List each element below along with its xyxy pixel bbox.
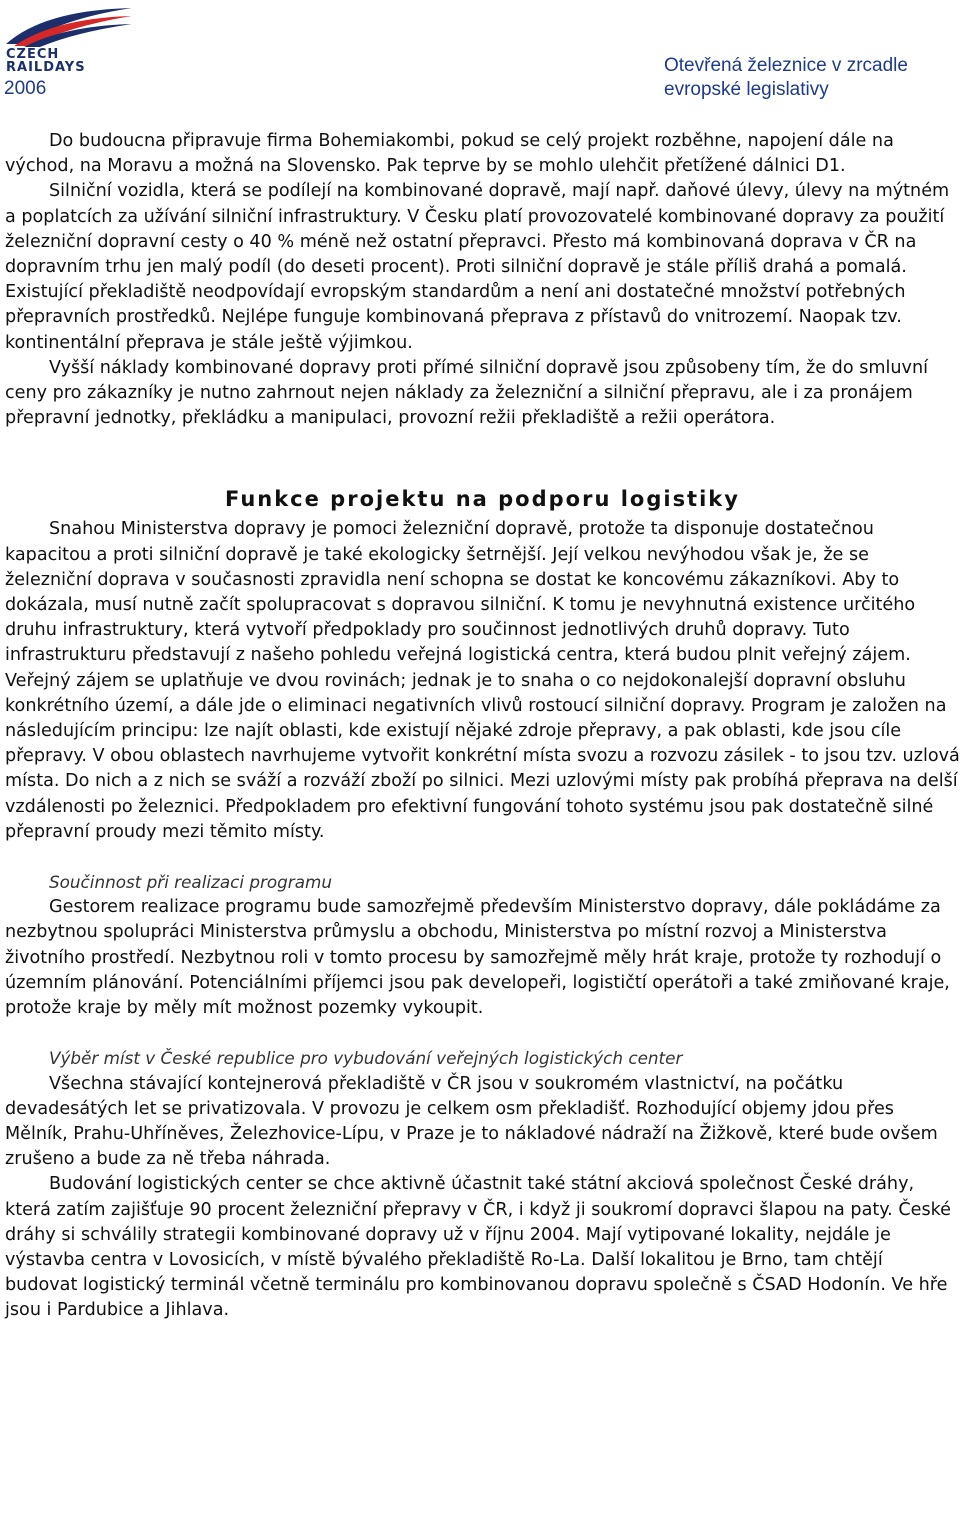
intro-paragraph-2: Silniční vozidla, která se podílejí na kombinované dopravě, mají např. daňové úlevy, úlevy na mýtném a poplatcích za užívání silniční infrastruktury. V Česku platí provozovatelé kombinované dopravy za použití železniční dopravní cesty o 40 % méně než ostatní přepravci. Přesto má kombinovaná doprava v ČR na dopravním trhu jen malý podíl (do deseti procent). Proti silniční dopravě je stále příliš drahá a pomalá. Existující překladiště neodpovídají evropským standardům a není ani dostatečné množství potřebných přepravních prostředků. Nejlépe funguje kombinovaná přeprava z přístavů do vnitrozemí. Naopak tzv. kontinentální přeprava je stále ještě výjimkou. <box>5 181 950 353</box>
intro-paragraph-1: Do budoucna připravuje firma Bohemiakombi, pokud se celý projekt rozběhne, napojení dále na východ, na Moravu a možná na Slovensko. Pak teprve by se mohlo ulehčit přetížené dálnici D1. <box>5 131 894 177</box>
document-body <box>5 129 960 1324</box>
logo-text-czech: CZECH <box>6 47 60 62</box>
subheading-2: Výběr míst v České republice pro vybudování veřejných logistických center <box>49 1048 683 1069</box>
logo-swoosh-icon <box>4 4 134 48</box>
header-title <box>664 54 936 102</box>
subsection-2-paragraph-2: Budování logistických center se chce aktivně účastnit také státní akciová společnost České dráhy, která zatím zajišťuje 90 procent železniční přepravy v ČR, i když ji soukromí dopravci šlapou na paty. České dráhy si schválily strategii kombinované dopravy už v říjnu 2004. Mají vytipované lokality, nejdále je výstavba centra v Lovosicích, v místě bývalého překladiště Ro-La. Další lokalitou je Brno, tam chtějí budovat logistický terminál včetně terminálu pro kombinovanou dopravu společně s ČSAD Hodonín. Ve hře jsou i Pardubice a Jihlava. <box>5 1174 952 1321</box>
header-title-line1: Otevřená železnice v zrcadle <box>664 55 908 76</box>
header-title-line2: evropské legislativy <box>664 79 829 100</box>
header-year: 2006 <box>4 78 47 99</box>
logo-text-raildays: RAILDAYS <box>6 60 86 75</box>
section-heading: Funkce projektu na podporu logistiky <box>225 487 740 512</box>
subheading-1: Součinnost při realizaci programu <box>49 872 332 893</box>
subsection-1-paragraph: Gestorem realizace programu bude samozřejmě především Ministerstvo dopravy, dále pokládáme za nezbytnou spolupráci Ministerstva průmyslu a obchodu, Ministerstva po místní rozvoj a Ministerstva životního prostředí. Nezbytnou roli v tomto procesu by samozřejmě měly hrát kraje, protože ty rozhodují o územním plánování. Potenciálními příjemci jsou pak developeři, logističtí operátoři a také zmiňované kraje, protože kraje by měly mít možnost pozemky vykoupit. <box>5 897 950 1019</box>
czech-raildays-logo <box>4 4 134 74</box>
subsection-2-paragraph-1: Všechna stávající kontejnerová překladiště v ČR jsou v soukromém vlastnictví, na počátku devadesátých let se privatizovala. V provozu je celkem osm překladišť. Rozhodující objemy jdou přes Mělník, Prahu-Uhříněves, Železhovice-Lípu, v Praze je to nákladové nádraží na Žižkově, které bude ovšem zrušeno a bude za ně třeba náhrada. <box>5 1073 938 1170</box>
page-header <box>0 0 960 110</box>
section-paragraph-1: Snahou Ministerstva dopravy je pomoci železniční dopravě, protože ta disponuje dostatečnou kapacitou a proti silniční dopravě je také ekologicky šetrnější. Její velkou nevýhodou však je, že se železniční doprava v současnosti zpravidla není schopna se dostat ke koncovému zákazníkovi. Aby to dokázala, musí nutně začít spolupracovat s dopravou silniční. K tomu je nevyhnutná existence určitého druhu infrastruktury, která vytvoří předpoklady pro součinnost jednotlivých druhů dopravy. Tuto infrastrukturu představují z našeho pohledu veřejná logistická centra, která budou plnit veřejný zájem. Veřejný zájem se uplatňuje ve dvou rovinách; jednak je to snaha o co nejdokonalejší dopravní obsluhu konkrétního území, a dále jde o eliminaci negativních vlivů rostoucí silniční dopravy. Program je založen na následujícím principu: lze najít oblasti, kde existují nějaké zdroje přepravy, a pak oblasti, kde jsou cíle přepravy. V obou oblastech navrhujeme vytvořit konkrétní místa svozu a rozvozu zásilek - to jsou tzv. uzlová místa. Do nich a z nich se sváží a rozváží zboží po silnici. Mezi uzlovými místy pak probíhá přeprava na delší vzdálenosti po železnici. Předpokladem pro efektivní fungování tohoto systému jsou pak dostatečně silné přepravní proudy mezi těmito místy. <box>5 519 960 842</box>
intro-paragraph-3: Vyšší náklady kombinované dopravy proti přímé silniční dopravě jsou způsobeny tím, že do smluvní ceny pro zákazníky je nutno zahrnout nejen náklady za železniční a silniční přepravu, ale i za pronájem přepravní jednotky, překládku a manipulaci, provozní režii překladiště a režii operátora. <box>5 357 928 429</box>
